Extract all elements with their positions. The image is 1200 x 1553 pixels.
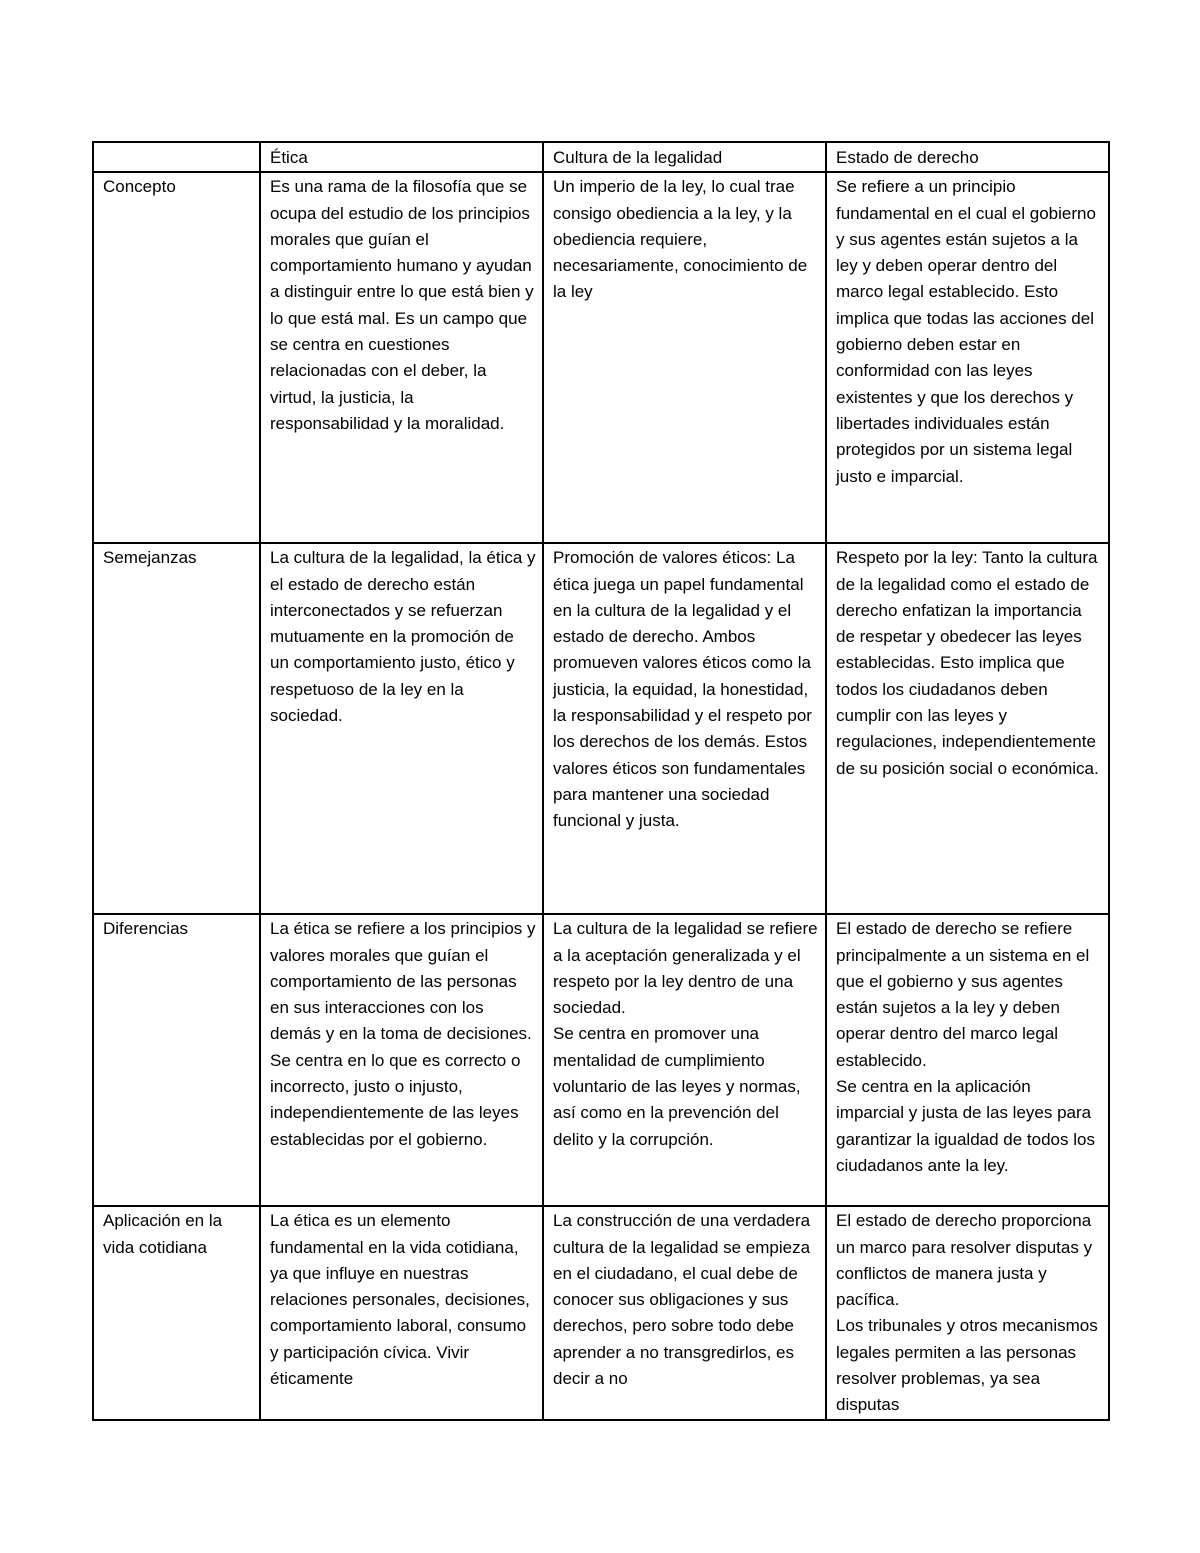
row-label-concepto: Concepto [93,172,260,543]
cell-semejanzas-cultura: Promoción de valores éticos: La ética juega un papel fundamental en la cultura de la legalidad y el estado de derecho. Ambos promueven valores éticos como la justicia, la equidad, la honestidad, la responsabilidad y el respeto por los derechos de los demás. Estos valores éticos son fundamentales para mantener una sociedad funcional y justa. [543,543,826,914]
cell-aplicacion-cultura: La construcción de una verdadera cultura de la legalidad se empieza en el ciudadano, el cual debe de conocer sus obligaciones y sus derechos, pero sobre todo debe aprender a no transgredirlos, es decir a no [543,1206,826,1419]
row-label-semejanzas: Semejanzas [93,543,260,914]
header-cell-empty [93,142,260,172]
cell-concepto-cultura: Un imperio de la ley, lo cual trae consigo obediencia a la ley, y la obediencia requiere, necesariamente, conocimiento de la ley [543,172,826,543]
row-label-aplicacion: Aplicación en la vida cotidiana [93,1206,260,1419]
cell-diferencias-estado: El estado de derecho se refiere principalmente a un sistema en el que el gobierno y sus agentes están sujetos a la ley y deben operar dentro del marco legal establecido. Se centra en la aplicación imparcial y justa de las leyes para garantizar la igualdad de todos los ciudadanos ante la ley. [826,914,1109,1206]
table-row [93,172,1109,543]
table-row [93,914,1109,1206]
cell-concepto-estado: Se refiere a un principio fundamental en el cual el gobierno y sus agentes están sujetos a la ley y deben operar dentro del marco legal establecido. Esto implica que todas las acciones del gobierno deben estar en conformidad con las leyes existentes y que los derechos y libertades individuales están protegidos por un sistema legal justo e imparcial. [826,172,1109,543]
cell-diferencias-cultura: La cultura de la legalidad se refiere a la aceptación generalizada y el respeto por la ley dentro de una sociedad. Se centra en promover una mentalidad de cumplimiento voluntario de las leyes y normas, así como en la prevención del delito y la corrupción. [543,914,826,1206]
header-cell-etica: Ética [260,142,543,172]
table-row [93,543,1109,914]
table-header-row [93,142,1109,172]
header-cell-cultura-legalidad: Cultura de la legalidad [543,142,826,172]
table-row [93,1206,1109,1419]
comparison-table [92,141,1110,1421]
cell-concepto-etica: Es una rama de la filosofía que se ocupa del estudio de los principios morales que guían el comportamiento humano y ayudan a distinguir entre lo que está bien y lo que está mal. Es un campo que se centra en cuestiones relacionadas con el deber, la virtud, la justicia, la responsabilidad y la moralidad. [260,172,543,543]
header-cell-estado-derecho: Estado de derecho [826,142,1109,172]
row-label-diferencias: Diferencias [93,914,260,1206]
cell-diferencias-etica: La ética se refiere a los principios y valores morales que guían el comportamiento de las personas en sus interacciones con los demás y en la toma de decisiones. Se centra en lo que es correcto o incorrecto, justo o injusto, independientemente de las leyes establecidas por el gobierno. [260,914,543,1206]
cell-semejanzas-estado: Respeto por la ley: Tanto la cultura de la legalidad como el estado de derecho enfatizan la importancia de respetar y obedecer las leyes establecidas. Esto implica que todos los ciudadanos deben cumplir con las leyes y regulaciones, independientemente de su posición social o económica. [826,543,1109,914]
cell-semejanzas-etica: La cultura de la legalidad, la ética y el estado de derecho están interconectados y se refuerzan mutuamente en la promoción de un comportamiento justo, ético y respetuoso de la ley en la sociedad. [260,543,543,914]
cell-aplicacion-estado: El estado de derecho proporciona un marco para resolver disputas y conflictos de manera justa y pacífica. Los tribunales y otros mecanismos legales permiten a las personas resolver problemas, ya sea disputas [826,1206,1109,1419]
cell-aplicacion-etica: La ética es un elemento fundamental en la vida cotidiana, ya que influye en nuestras relaciones personales, decisiones, comportamiento laboral, consumo y participación cívica. Vivir éticamente [260,1206,543,1419]
